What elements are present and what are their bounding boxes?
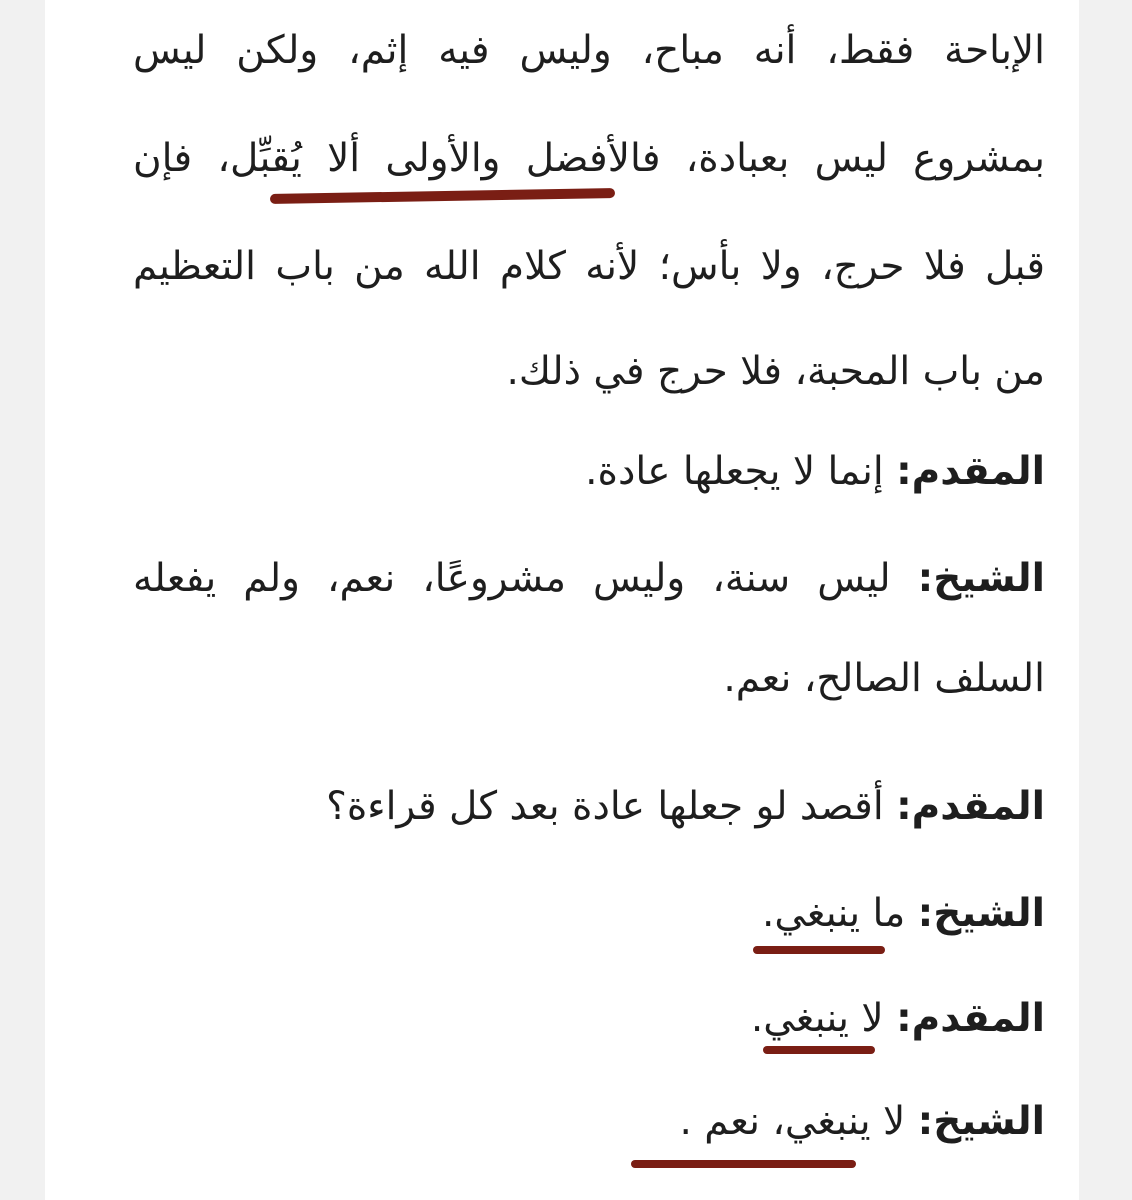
- paragraph-line: الإباحة فقط، أنه مباح، وليس فيه إثم، ولكن ليس: [133, 28, 1045, 73]
- speaker-label: الشيخ:: [917, 556, 1045, 601]
- paragraph-line: من باب المحبة، فلا حرج في ذلك.: [506, 349, 1045, 394]
- speech-text: إنما لا يجعلها عادة.: [585, 449, 897, 494]
- document-page: [45, 0, 1079, 1200]
- dialogue-line: [326, 778, 1045, 836]
- dialogue-line: [585, 443, 1045, 501]
- dialogue-line: [751, 990, 1045, 1048]
- speech-text: لا ينبغي.: [750, 996, 897, 1041]
- speech-text: لا ينبغي، نعم .: [679, 1099, 918, 1144]
- speech-text: أقصد لو جعلها عادة بعد كل قراءة؟: [326, 784, 897, 829]
- speaker-label: المقدم:: [896, 784, 1045, 829]
- dialogue-line: السلف الصالح، نعم.: [723, 656, 1045, 701]
- underline-mark: [631, 1160, 856, 1168]
- speaker-label: الشيخ:: [917, 1099, 1045, 1144]
- paragraph-line: بمشروع ليس بعبادة، فالأفضل والأولى ألا يُقبِّل، فإن: [133, 136, 1045, 181]
- speech-text: ليس سنة، وليس مشروعًا، نعم، ولم يفعله: [133, 556, 918, 601]
- speaker-label: المقدم:: [896, 996, 1045, 1041]
- paragraph-line: قبل فلا حرج، ولا بأس؛ لأنه كلام الله من باب التعظيم: [133, 244, 1045, 289]
- underline-mark: [753, 946, 885, 954]
- speech-text: ما ينبغي.: [761, 891, 918, 936]
- dialogue-line: [680, 1093, 1045, 1151]
- underline-mark: [270, 188, 615, 204]
- underline-mark: [763, 1046, 875, 1054]
- dialogue-line: [133, 550, 1045, 608]
- dialogue-line: [762, 885, 1045, 943]
- speaker-label: المقدم:: [896, 449, 1045, 494]
- speaker-label: الشيخ:: [917, 891, 1045, 936]
